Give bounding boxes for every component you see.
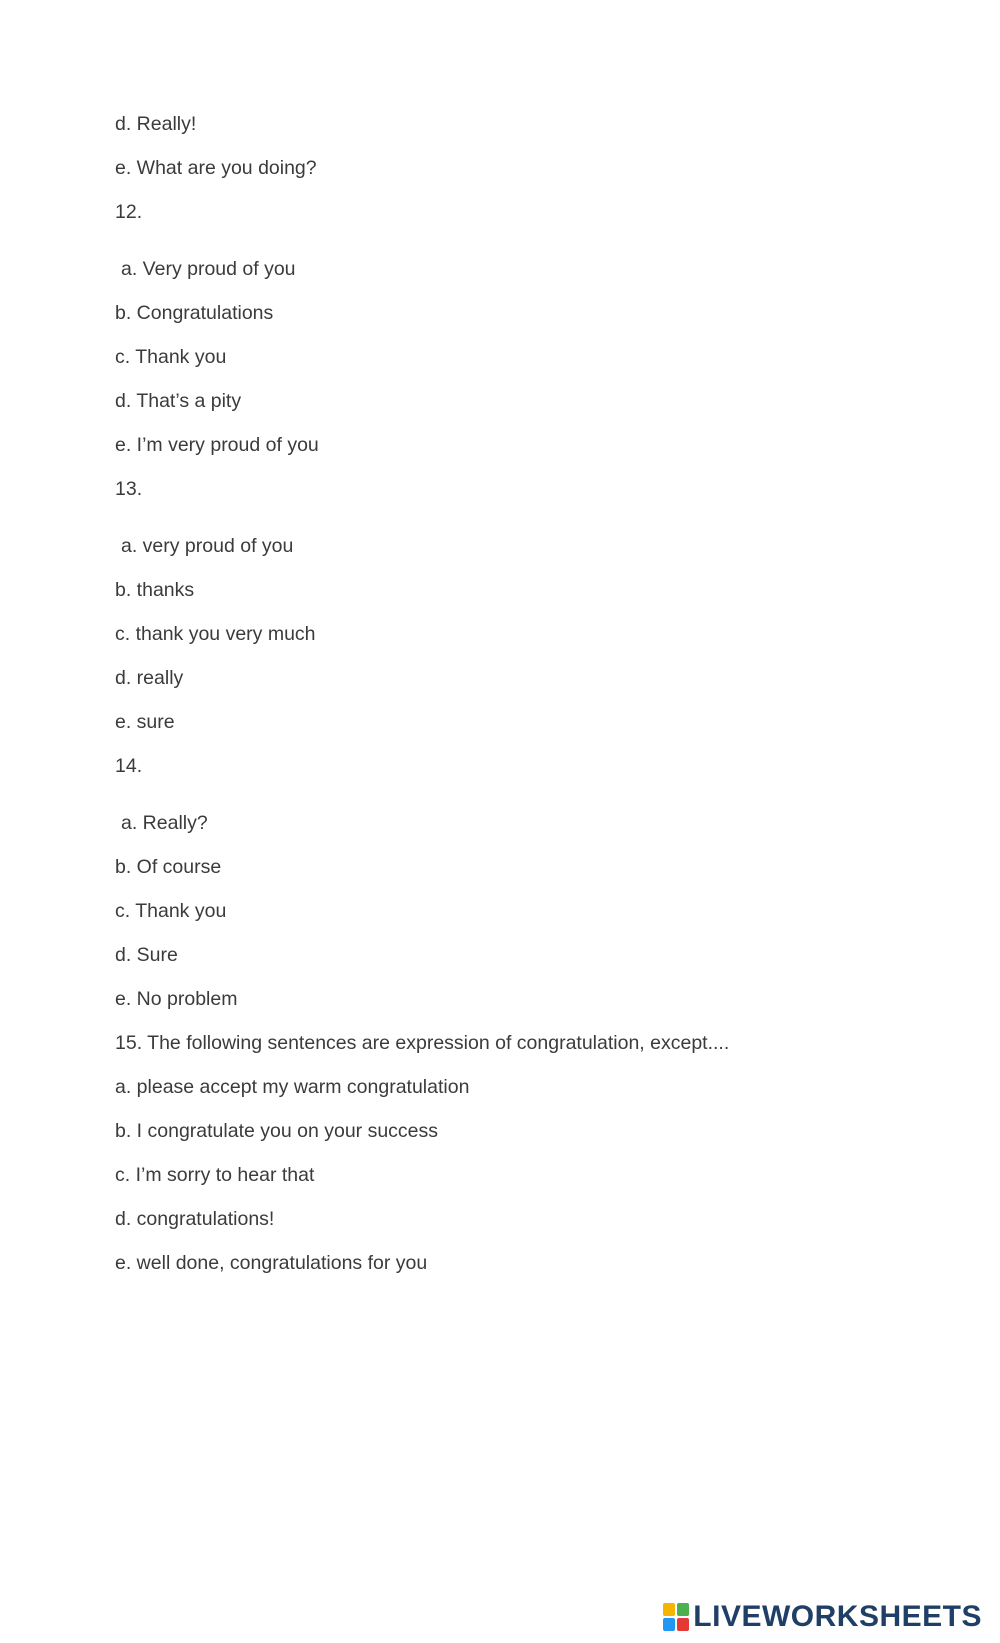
option-12-e: e. I’m very proud of you <box>115 434 319 456</box>
liveworksheets-logo <box>663 1599 982 1635</box>
option-12-c: c. Thank you <box>115 346 227 368</box>
question-15-text: 15. The following sentences are expression of congratulation, except.... <box>115 1032 730 1054</box>
option-11-d: d. Really! <box>115 113 197 135</box>
option-15-a: a. please accept my warm congratulation <box>115 1076 470 1098</box>
option-14-d: d. Sure <box>115 944 178 966</box>
liveworksheets-logo-text: LIVEWORKSHEETS <box>693 1600 982 1633</box>
option-13-d: d. really <box>115 667 184 689</box>
logo-tile-3 <box>663 1618 675 1631</box>
question-12-number: 12. <box>115 201 143 223</box>
option-14-a: a. Really? <box>121 812 208 834</box>
option-15-d: d. congratulations! <box>115 1208 275 1230</box>
logo-tile-4 <box>677 1618 689 1631</box>
option-15-b: b. I congratulate you on your success <box>115 1120 439 1142</box>
option-13-e: e. sure <box>115 711 175 733</box>
liveworksheets-logo-icon <box>663 1603 689 1631</box>
option-12-b: b. Congratulations <box>115 302 274 324</box>
option-13-c: c. thank you very much <box>115 623 316 645</box>
option-13-b: b. thanks <box>115 579 195 601</box>
question-14-number: 14. <box>115 755 143 777</box>
option-12-d: d. That’s a pity <box>115 390 242 412</box>
question-13-number: 13. <box>115 478 143 500</box>
logo-tile-2 <box>677 1603 689 1616</box>
option-15-c: c. I’m sorry to hear that <box>115 1164 315 1186</box>
option-11-e: e. What are you doing? <box>115 157 317 179</box>
logo-tile-1 <box>663 1603 675 1616</box>
option-14-b: b. Of course <box>115 856 222 878</box>
option-14-c: c. Thank you <box>115 900 227 922</box>
option-12-a: a. Very proud of you <box>121 258 296 280</box>
option-14-e: e. No problem <box>115 988 238 1010</box>
option-15-e: e. well done, congratulations for you <box>115 1252 428 1274</box>
option-13-a: a. very proud of you <box>121 535 294 557</box>
